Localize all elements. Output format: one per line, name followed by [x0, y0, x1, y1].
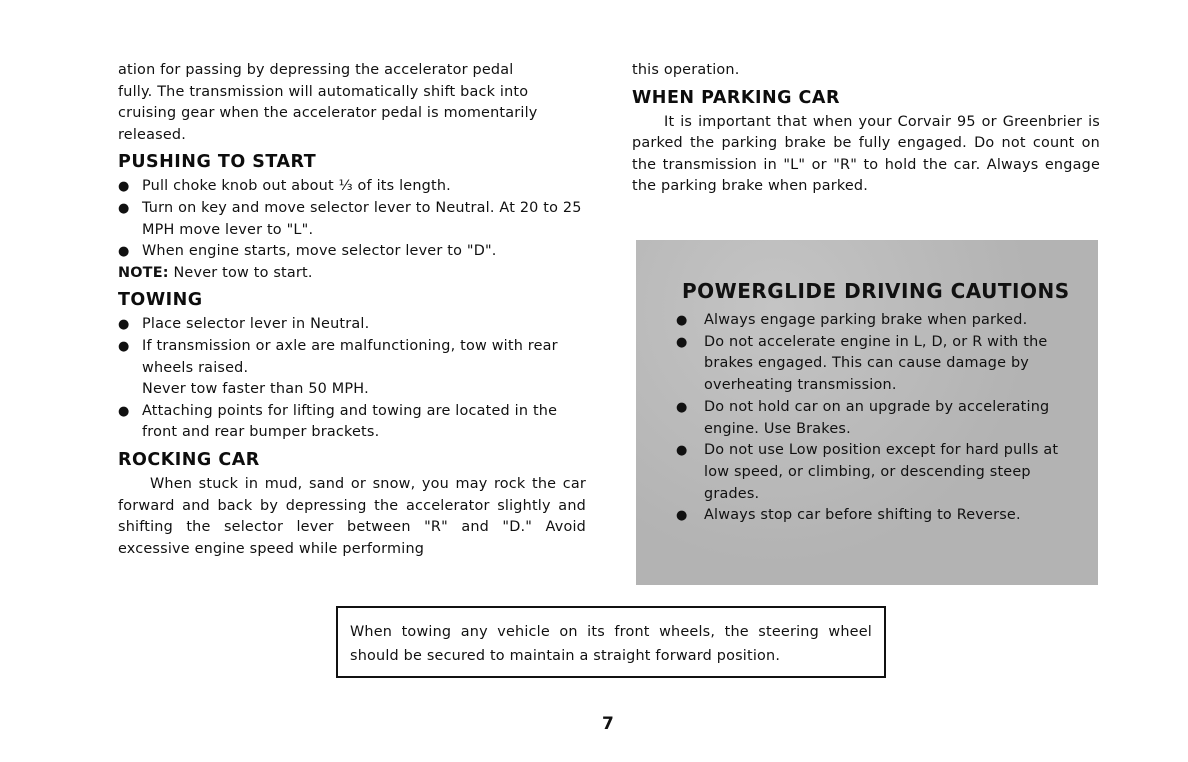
list-item-continuation: Never tow faster than 50 MPH. — [142, 381, 369, 398]
bullet-icon: ● — [118, 244, 130, 260]
list-item: ● When engine starts, move selector lever to "D". — [118, 241, 586, 263]
right-column — [632, 60, 1100, 198]
continuation-text: this operation. — [632, 62, 740, 78]
towing-list — [118, 314, 586, 444]
bullet-icon: ● — [676, 399, 688, 415]
bullet-icon: ● — [676, 313, 688, 328]
caution-item: ● Do not hold car on an upgrade by accelerating engine. Use Brakes. — [676, 398, 1050, 437]
pushing-to-start-heading: PUSHING TO START — [118, 152, 317, 173]
pushing-to-start-list — [118, 176, 586, 262]
parking-text: It is important that when your Corvair 95 or Greenbrier is parked the parking brake be fully engaged. Do not count on the transmission in "L" or "R" to hold the car. Always engage the parking brake when parked. — [632, 113, 1100, 195]
caution-item: ● Always stop car before shifting to Reverse. — [676, 505, 1068, 527]
bullet-icon: ● — [118, 338, 130, 354]
bullet-icon: ● — [676, 334, 688, 350]
cautions-list — [676, 310, 1068, 527]
bullet-icon: ● — [118, 317, 130, 333]
list-item: ● Attaching points for lifting and towing are located in the front and rear bumper brackets. — [118, 402, 558, 441]
tow-notice-box — [336, 606, 886, 678]
list-item: ● Turn on key and move selector lever to Neutral. At 20 to 25 MPH move lever to "L". — [118, 199, 582, 238]
note-label: NOTE: — [118, 264, 169, 281]
list-item: ● If transmission or axle are malfunctioning, tow with rear wheels raised. — [118, 337, 558, 376]
caution-item: ● Do not accelerate engine in L, D, or R with the brakes engaged. This can cause damage by overheating transmission. — [676, 333, 1048, 394]
tow-notice-text: When towing any vehicle on its front wheels, the steering wheel should be secured to maintain a straight forward position. — [350, 624, 872, 664]
intro-line: released. — [118, 126, 186, 143]
page-number: 7 — [602, 714, 614, 734]
cautions-panel — [636, 240, 1098, 585]
rocking-car-heading: ROCKING CAR — [118, 449, 260, 470]
left-column — [118, 60, 586, 560]
rocking-car-text: When stuck in mud, sand or snow, you may rock the car forward and back by depressing the accelerator slightly and shifting the selector lever between "R" and "D." Avoid excessive engine speed while performing — [118, 475, 586, 557]
note — [118, 263, 586, 285]
caution-item: ● Do not use Low position except for hard pulls at low speed, or climbing, or descending steep grades. — [676, 442, 1059, 502]
bullet-icon: ● — [118, 200, 130, 216]
towing-heading: TOWING — [118, 290, 203, 311]
bullet-icon: ● — [118, 179, 130, 195]
cautions-title: POWERGLIDE DRIVING CAUTIONS — [682, 279, 1070, 303]
intro-line: ation for passing by depressing the accelerator pedal — [118, 62, 514, 78]
when-parking-heading: WHEN PARKING CAR — [632, 87, 840, 108]
bullet-icon: ● — [676, 508, 688, 524]
intro-line: cruising gear when the accelerator pedal is momentarily — [118, 105, 538, 122]
intro-line: fully. The transmission will automatically shift back into — [118, 83, 529, 100]
list-item: ● Place selector lever in Neutral. — [118, 314, 586, 336]
bullet-icon: ● — [118, 403, 130, 419]
bullet-icon: ● — [676, 443, 688, 459]
caution-item: ● Always engage parking brake when parked. — [676, 310, 1068, 332]
note-text: Never tow to start. — [168, 264, 313, 281]
list-item: ● Pull choke knob out about ⅓ of its length. — [118, 176, 586, 198]
